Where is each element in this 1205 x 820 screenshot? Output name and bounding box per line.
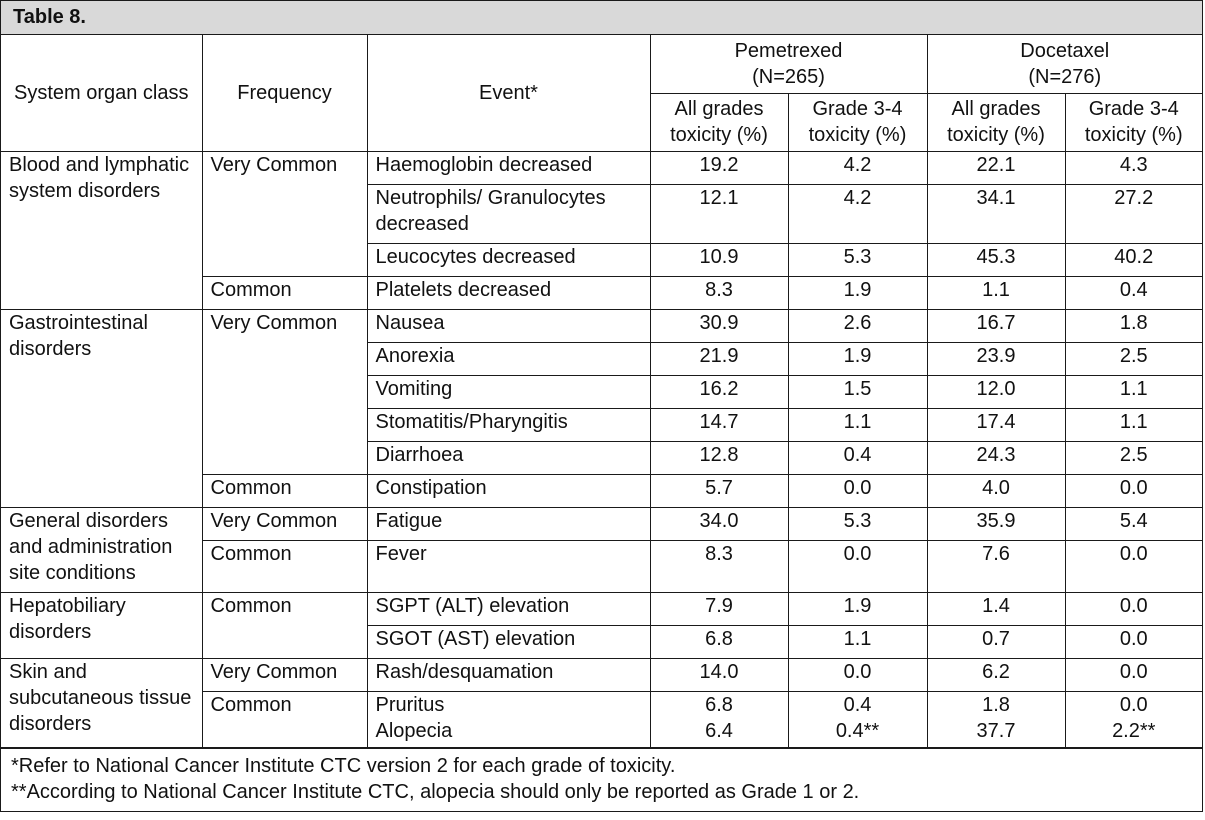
value-cell: 34.1	[927, 184, 1065, 243]
event-cell: Anorexia	[367, 342, 650, 375]
event-cell: Nausea	[367, 309, 650, 342]
value-cell: 4.2	[788, 151, 927, 184]
header-pemetrexed-grade34: Grade 3-4 toxicity (%)	[788, 93, 927, 151]
event-cell: Alopecia	[367, 718, 650, 748]
value-cell: 21.9	[650, 342, 788, 375]
value-cell: 0.0	[1065, 540, 1202, 592]
value-cell: 1.8	[927, 691, 1065, 718]
header-docetaxel-name: Docetaxel	[1020, 39, 1110, 62]
event-cell: Stomatitis/Pharyngitis	[367, 408, 650, 441]
header-pemetrexed	[650, 35, 927, 93]
value-cell: 7.9	[650, 592, 788, 625]
header-docetaxel-all-grades: All grades toxicity (%)	[927, 93, 1065, 151]
value-cell: 6.4	[650, 718, 788, 748]
value-cell: 24.3	[927, 441, 1065, 474]
frequency-cell: Very Common	[202, 507, 367, 540]
event-cell: Diarrhoea	[367, 441, 650, 474]
frequency-cell: Very Common	[202, 309, 367, 474]
value-cell: 2.5	[1065, 342, 1202, 375]
value-cell: 1.9	[788, 342, 927, 375]
value-cell: 1.9	[788, 276, 927, 309]
header-pemetrexed-name: Pemetrexed	[734, 39, 843, 62]
value-cell: 45.3	[927, 243, 1065, 276]
frequency-cell: Common	[202, 592, 367, 658]
event-cell: Rash/desquamation	[367, 658, 650, 691]
event-cell: Platelets decreased	[367, 276, 650, 309]
header-frequency: Frequency	[202, 35, 367, 151]
value-cell: 34.0	[650, 507, 788, 540]
value-cell: 8.3	[650, 276, 788, 309]
event-cell: Fever	[367, 540, 650, 592]
value-cell: 14.0	[650, 658, 788, 691]
value-cell: 0.0	[1065, 625, 1202, 658]
value-cell: 30.9	[650, 309, 788, 342]
frequency-cell: Common	[202, 474, 367, 507]
soc-cell: General disorders and administration site conditions	[1, 507, 202, 592]
value-cell: 4.2	[788, 184, 927, 243]
value-cell: 1.4	[927, 592, 1065, 625]
value-cell: 16.2	[650, 375, 788, 408]
soc-cell: Skin and subcutaneous tissue disorders	[1, 658, 202, 748]
header-pemetrexed-all-grades: All grades toxicity (%)	[650, 93, 788, 151]
header-event: Event*	[367, 35, 650, 151]
soc-cell: Gastrointestinal disorders	[1, 309, 202, 507]
value-cell: 4.3	[1065, 151, 1202, 184]
value-cell: 0.0	[788, 474, 927, 507]
frequency-cell: Common	[202, 276, 367, 309]
value-cell: 14.7	[650, 408, 788, 441]
header-docetaxel	[927, 35, 1202, 93]
value-cell: 4.0	[927, 474, 1065, 507]
value-cell: 2.6	[788, 309, 927, 342]
event-cell: Constipation	[367, 474, 650, 507]
value-cell: 0.0	[788, 540, 927, 592]
value-cell: 16.7	[927, 309, 1065, 342]
frequency-cell: Very Common	[202, 658, 367, 691]
value-cell: 37.7	[927, 718, 1065, 748]
value-cell: 5.3	[788, 507, 927, 540]
event-cell: Haemoglobin decreased	[367, 151, 650, 184]
event-cell: Leucocytes decreased	[367, 243, 650, 276]
header-docetaxel-grade34: Grade 3-4 toxicity (%)	[1065, 93, 1202, 151]
value-cell: 1.9	[788, 592, 927, 625]
value-cell: 40.2	[1065, 243, 1202, 276]
table-row	[1, 658, 1202, 691]
value-cell: 5.3	[788, 243, 927, 276]
value-cell: 19.2	[650, 151, 788, 184]
value-cell: 22.1	[927, 151, 1065, 184]
table-row	[1, 592, 1202, 625]
adverse-events-table	[1, 35, 1202, 748]
event-cell: SGPT (ALT) elevation	[367, 592, 650, 625]
soc-cell: Blood and lymphatic system disorders	[1, 151, 202, 309]
value-cell: 8.3	[650, 540, 788, 592]
value-cell: 7.6	[927, 540, 1065, 592]
value-cell: 1.1	[927, 276, 1065, 309]
table-title: Table 8.	[1, 1, 1202, 35]
value-cell: 6.8	[650, 691, 788, 718]
footnote: **According to National Cancer Institute CTC, alopecia should only be reported as Grade 1 or 2.	[11, 781, 860, 803]
value-cell: 2.2**	[1065, 718, 1202, 748]
table-row	[1, 507, 1202, 540]
frequency-cell: Common	[202, 540, 367, 592]
event-cell: Pruritus	[367, 691, 650, 718]
frequency-cell: Common	[202, 691, 367, 748]
event-cell: Fatigue	[367, 507, 650, 540]
header-docetaxel-n: (N=276)	[1028, 65, 1102, 88]
value-cell: 5.7	[650, 474, 788, 507]
value-cell: 0.0	[1065, 592, 1202, 625]
value-cell: 2.5	[1065, 441, 1202, 474]
value-cell: 6.2	[927, 658, 1065, 691]
value-cell: 0.4**	[788, 718, 927, 748]
value-cell: 23.9	[927, 342, 1065, 375]
value-cell: 35.9	[927, 507, 1065, 540]
event-cell: Vomiting	[367, 375, 650, 408]
value-cell: 0.0	[788, 658, 927, 691]
value-cell: 0.7	[927, 625, 1065, 658]
value-cell: 0.4	[1065, 276, 1202, 309]
value-cell: 1.1	[1065, 408, 1202, 441]
event-cell: Neutrophils/ Granulocytes decreased	[367, 184, 650, 243]
value-cell: 1.1	[788, 625, 927, 658]
value-cell: 17.4	[927, 408, 1065, 441]
value-cell: 0.4	[788, 691, 927, 718]
value-cell: 1.8	[1065, 309, 1202, 342]
value-cell: 0.0	[1065, 691, 1202, 718]
header-pemetrexed-n: (N=265)	[752, 65, 825, 88]
value-cell: 1.1	[788, 408, 927, 441]
value-cell: 0.4	[788, 441, 927, 474]
event-cell: SGOT (AST) elevation	[367, 625, 650, 658]
frequency-cell: Very Common	[202, 151, 367, 276]
footnotes	[1, 748, 1202, 811]
footnote: *Refer to National Cancer Institute CTC version 2 for each grade of toxicity.	[11, 755, 676, 777]
value-cell: 12.0	[927, 375, 1065, 408]
header-system-organ-class: System organ class	[1, 35, 202, 151]
value-cell: 1.1	[1065, 375, 1202, 408]
value-cell: 0.0	[1065, 474, 1202, 507]
table-row	[1, 309, 1202, 342]
value-cell: 5.4	[1065, 507, 1202, 540]
value-cell: 6.8	[650, 625, 788, 658]
value-cell: 12.1	[650, 184, 788, 243]
value-cell: 12.8	[650, 441, 788, 474]
value-cell: 0.0	[1065, 658, 1202, 691]
value-cell: 27.2	[1065, 184, 1202, 243]
soc-cell: Hepatobiliary disorders	[1, 592, 202, 658]
value-cell: 10.9	[650, 243, 788, 276]
table-row	[1, 151, 1202, 184]
value-cell: 1.5	[788, 375, 927, 408]
